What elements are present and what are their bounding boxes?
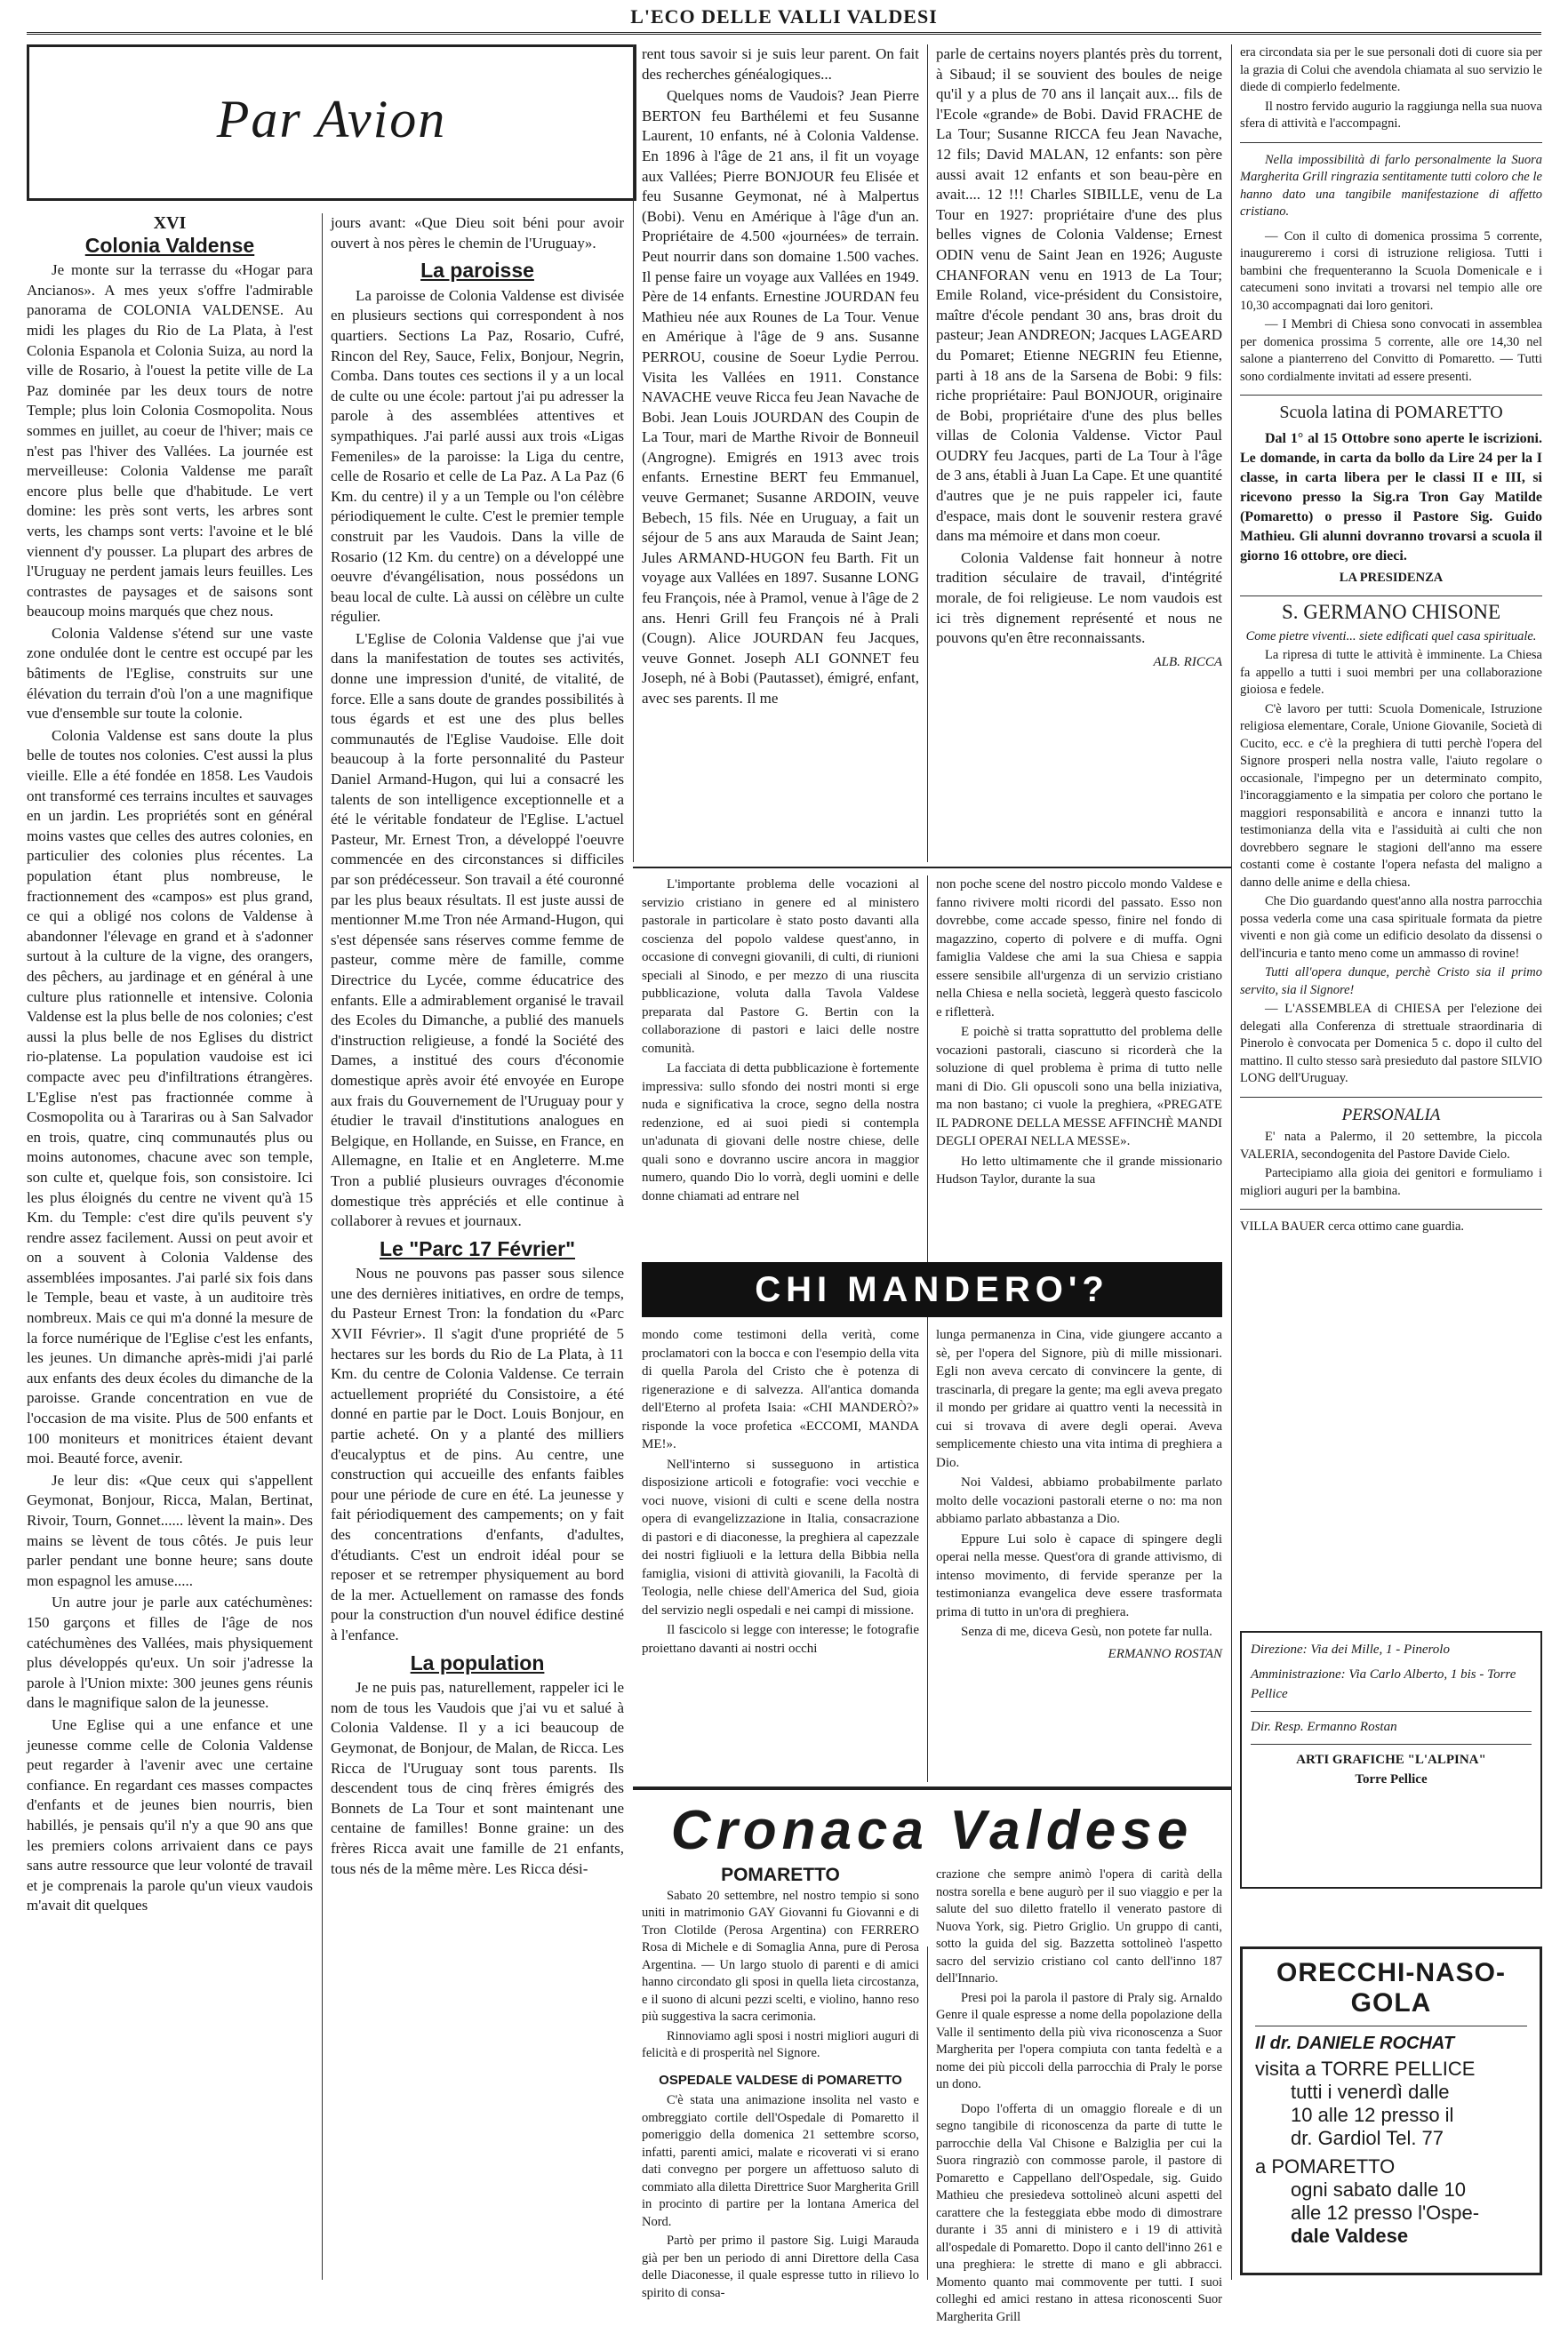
paragraph: La facciata di detta pubblicazione è fortemente impressiva: sullo sfondo dei nostri monti si erge nuda e significativa la croce, segno della nostra redenzione, ed ai suoi piedi si contempla un'adunata di giovani delle nostre chiese, delle quali sono e dovranno uscire ancora in maggior numero, quando Dio lo vorrà, degli uomini e delle donne chiamati ad entrare nel bbox=[642, 1059, 919, 1205]
section-title-germano: S. GERMANO CHISONE bbox=[1240, 603, 1542, 621]
ad-title: ORECCHI-NASO-GOLA bbox=[1255, 1958, 1527, 2018]
article-title: Colonia Valdense bbox=[27, 236, 313, 256]
paragraph: Noi Valdesi, abbiamo probabilmente parlato molto delle vocazioni pastorali eterne o no: ma non abbiamo parlato abbastanza a Dio. bbox=[936, 1474, 1222, 1529]
paragraph: Eppure Lui solo è capace di spingere degli operai nella messe. Quest'ora di grande attivismo, di intenso movimento, di fervide speranze per la testimonianza evangelica deve essere trasformata prima di tutto in un'ora di preghiera. bbox=[936, 1531, 1222, 1622]
section-rule bbox=[633, 867, 1231, 868]
section-title-ospedale: OSPEDALE VALDESE di POMARETTO bbox=[642, 2072, 919, 2090]
imprint-box bbox=[1240, 1631, 1542, 1889]
paragraph: — L'ASSEMBLEA di CHIESA per l'elezione dei delegati alla Conferenza di strettuale straordinaria di Pinerolo è convocata per Domenica 5 c. dopo il culto del mattino. Il culto stesso sarà presieduto dal pastore SILVIO LONG dell'Uruguay. bbox=[1240, 1001, 1542, 1088]
ad-line: visita a TORRE PELLICE bbox=[1255, 2058, 1527, 2081]
paragraph: Partò per primo il pastore Sig. Luigi Marauda già per ben un periodo di anni Direttore della Casa delle Diaconesse, il quale espresse tutto in rilievo lo spirito di consa- bbox=[642, 2233, 919, 2302]
par-avion-column-3 bbox=[642, 44, 919, 853]
paragraph: era circondata sia per le sue personali doti di cuore sia per la grazia di Colui che avendola chiamata al suo servizio le diede di compierlo fedelmente. bbox=[1240, 44, 1542, 97]
paragraph: Il fascicolo si legge con interesse; le fotografie proiettano davanti ai nostri occhi bbox=[642, 1621, 919, 1658]
par-avion-column-2 bbox=[331, 213, 624, 2284]
paragraph: Ho letto ultimamente che il grande missionario Hudson Taylor, durante la sua bbox=[936, 1153, 1222, 1189]
divider bbox=[1251, 1744, 1532, 1745]
article-signature: ERMANNO ROSTAN bbox=[936, 1645, 1222, 1664]
section-title-scuola: Scuola latina di POMARETTO bbox=[1240, 404, 1542, 422]
paragraph: Senza di me, diceva Gesù, non potete far nulla. bbox=[936, 1623, 1222, 1642]
ad-line: 10 alle 12 presso il bbox=[1255, 2104, 1527, 2127]
paragraph: — Con il culto di domenica prossima 5 corrente, inaugureremo i corsi di istruzione religiosa. Tutti i bambini che frequenteranno la Scuola Domenicale e i catecumeni sono invitati a trovarsi nel tempio alle ore 10,30 accompagnati dai loro genitori. bbox=[1240, 228, 1542, 316]
par-avion-column-4 bbox=[936, 44, 1222, 862]
paragraph: Dopo l'offerta di un omaggio floreale e di un segno tangibile di riconoscenza da parte di tutte le parrocchie della Val Chisone e Balziglia per cui la Suora ringraziò con commosse parole, il pastore di Pomaretto e Cappellano dell'Ospedale, sig. Guido Mathieu che presiedeva sottolineò alcuni aspetti del carattere che la festeggiata ebbe modo di dimostrare durante i 35 anni di ministero e i 19 di attività all'ospedale di Pomaretto. Dopo il canto dell'inno 261 e una preghiera: le strette di mano e gli abbracci. Momento quanto mai commovente per tutti. I suoi colleghi ed amici restano in attesa riconoscenti Suor Margherita Grill bbox=[936, 2101, 1222, 2326]
paragraph: La ripresa di tutte le attività è imminente. La Chiesa fa appello a tutti i suoi membri per una collaborazione gioiosa e fedele. bbox=[1240, 647, 1542, 699]
column-rule bbox=[1231, 44, 1232, 2280]
chi-mandero-banner: CHI MANDERO'? bbox=[642, 1262, 1222, 1317]
column-rule bbox=[927, 44, 928, 862]
germano-epigraph: Come pietre viventi... siete edificati quel casa spirituale. bbox=[1240, 628, 1542, 646]
paragraph: Tutti all'opera dunque, perchè Cristo sia il primo servito, sia il Signore! bbox=[1240, 964, 1542, 999]
right-column bbox=[1240, 44, 1542, 1618]
paragraph: Quelques noms de Vaudois? Jean Pierre BERTON feu Barthélemi et feu Susanne Laurent, 10 enfants, né à Colonia Valdense. En 1896 à l'âge de 21 ans, il fit un voyage aux Vallées; Pierre BONJOUR feu Elisée et feu Susanne Geymonat, né à Malpertus (Bobi). Venu en Amérique à l'âge d'un an. Propriétaire de 4.500 «journées» de terrain. Peut nourrir dans son domaine 1.500 vaches. Il pense faire un voyage aux Vallées en 1949. Père de 14 enfants. Ernestine JOURDAN feu Mathieu née aux Rounes de La Tour. Venue en Amérique à l'âge de 9 ans. Susanne PERROU, cousine de Soeur Lydie Perrou. Visita les Vallées en 1911. Constance NAVACHE veuve Ricca feu Jean Navache de Bobi. Jean Louis JOURDAN des Coupin de La Tour, mari de Marthe Rivoir de Bonneuil (Angrogne). Emigrés en 1913 avec trois enfants. Ernestine BERT feu Emmanuel, veuve Germanet; Susanne ARDOIN, veuve Bebech, 15 fils. Née en Uruguay, a fait un séjour de 5 ans aux Marauda de Saint Jean; Jules ARMAND-HUGON feu Barth. Fit un voyage aux Vallées en 1897. Susanne LONG feu François, née à Pramol, venue à l'âge de 2 ans. Henri Grill feu François né à Prali (Cougn). Alice JOURDAN feu Jacques, veuve Gonnet. Joseph ALI GONNET feu Joseph, né à Bobi (Pautasset), émigré, enfant, avec ses parents. Il me bbox=[642, 86, 919, 708]
paragraph: Nous ne pouvons pas passer sous silence une des dernières initiatives, en ordre de temps, du Pasteur Ernest Tron: la fondation du «Parc XVII Février». Il s'agit d'une propriété de 5 hectares sur les bords du Rio de La Plata, à 11 Km. du centre de Colonia Valdense. Ce terrain actuellement propriété du Consistoire, a été donné en partie par le Doct. Louis Bonjour, en partie acheté. On y a planté des milliers d'eucalyptus et de pins. Au centre, une construction qui accueille des enfants faibles pour une période de cure en été. La jeunesse y fait périodiquement des campements; on y fait des concentrations d'enfants, d'adultes, d'étudiants. C'est un endroit idéal pour se reposer et se retremper physiquement au bord de la mer. Actuellement on ramasse des fonds pour la construction d'un nouvel édifice destiné à l'enfance. bbox=[331, 1264, 624, 1645]
paragraph: parle de certains noyers plantés près du torrent, à Sibaud; il se souvient des boules de neige qu'il y a plus de 70 ans il lançait aux... fils de l'Ecole «grande» de Bobi. David FRACHE de La Tour; Susanne RICCA feu Jean Navache, 12 fils; David MALAN, 12 enfants: son père aussi avait 12 enfants et son beau-père en avait.... 12 !!! Charles SIBILLE, venu de La Tour en 1927: propriétaire d'une des plus belles vignes de Colonia Valdense; Ernest ODIN venu de Saint Jean en 1926; Auguste CHANFORAN venu en 1913 de La Tour; Emile Roland, vice-président du Consistoire, maître d'école pendant 30 ans, bras droit du pasteur; Jean ANDREON; Jacques LAGEARD du Pomaret; Etienne NEGRIN feu Etienne, parti à 18 ans de la Sarsena de Bobi: 9 fils: riche propriétaire: Paul BONJOUR, originaire de Bobi, propriétaire d'une des plus belles villas de Colonia Valdense. Victor Paul OUDRY feu Jacques, parti de La Tour à l'âge de 3 ans, établi à Juan La Cape. Et une quantité d'autres que je ne puis rappeler ici, faute d'espace, mais dont le souvenir restera gravé dans ma mémoire et dans mon coeur. bbox=[936, 44, 1222, 547]
chi-mandero-body-right bbox=[936, 1326, 1222, 1775]
divider bbox=[1240, 142, 1542, 143]
paragraph: Colonia Valdense est sans doute la plus belle de toutes nos colonies. C'est aussi la plus vieille. Elle a été fondée en 1858. Les Vaudois ont transformé ces terrains incultes et sauvages en un jardin. Les propriétés sont en général moins vastes que celles des autres colonies, en particulier des colonies plus récentes. La population étant plus nombreuse, le fractionnement des «campos» est plus grand, ce qui a obligé nos colons de Valdense à abandonner l'élevage en grand et à s'adonner surtout à la culture de la vigne, des orangers, des pêchers, au jardinage et en général à une culture plus rationnelle et intensive. Colonia Valdense est la plus belle de nos colonies; c'est aussi la plus belle de nos Eglises du district rio-platense. La population vaudoise est ici compacte avec peu d'infiltrations étrangères. L'Eglise n'est pas fractionnée comme à Cosmopolita ou à Tarariras ou à San Salvador en trois, quatre, cinq communautés plus ou moins autonomes, chacune avec son temple, son culte et, quelque fois, son consistoire. Ici les plus éloignés du centre ne vivent qu'à 15 Km. du Temple: c'est dire qu'ils peuvent s'y rendre assez facilement. Aussi on peut avoir et on a souvent à Colonia Valdense des assemblées imposantes. J'ai parlé six fois dans le Temple, beau et vaste, à un auditoire très nombreux. Mais ce qui m'a donné la mesure de la force numérique de l'Eglise c'est les enfants, les jeunes. Un dimanche après-midi j'ai parlé aux enfants des deux écoles du dimanche de la paroisse. Grande concentration en vue de l'occasion de ma visite. Plus de 500 enfants et 100 moniteurs et monitrices étaient devant moi. Beauté force, avenir. bbox=[27, 726, 313, 1469]
section-title-personalia: PERSONALIA bbox=[1240, 1107, 1542, 1124]
par-avion-column-1 bbox=[27, 213, 313, 2284]
divider bbox=[1240, 1209, 1542, 1210]
section-title-pomaretto: POMARETTO bbox=[642, 1866, 919, 1884]
paragraph: Une Eglise qui a une enfance et une jeunesse comme celle de Colonia Valdense peut regarder à l'avenir avec une certaine confiance. En regardant ces masses compactes d'enfants et de jeunes bien nourris, bien habillés, je pensais qu'il n'y a que 90 ans que les premiers colons arrivaient dans ce pays sans autre ressource que leur volonté de travail et je comprenais la parole qu'un vieux vaudois m'avait dit quelques bbox=[27, 1715, 313, 1916]
grill-thanks: Nella impossibilità di farlo personalmente la Suora Margherita Grill ringrazia sentitamente tutti coloro che le hanno dato una tangibile manifestazione di affetto cristiano. bbox=[1240, 152, 1542, 221]
imprint-direzione: Direzione: Via dei Mille, 1 - Pinerolo bbox=[1251, 1640, 1532, 1659]
paragraph: L'Eglise de Colonia Valdense que j'ai vue dans la manifestation de toutes ses activités, donne une impression d'unité, de vitalité, de force. Elle a sans doute de grandes possibilités à tous égards et est une des plus belles communautés de l'Eglise Vaudoise. Elle doit beaucoup à la forte personnalité du Pasteur Daniel Armand-Hugon, qui lui a consacré les talents de son intelligence exceptionnelle et a été le véritable fondateur de l'Eglise. L'actuel Pasteur, Mr. Ernest Tron, a développé l'oeuvre commencée en des circonstances si difficiles par son prédécesseur. Son travail a été couronné par les plus beaux résultats. Il est juste aussi de mentionner M.me Tron née Armand-Hugon, qui s'est dépensée sans réserves comme femme de pasteur, comme mère de famille, comme Directrice du Lycée, comme éducatrice des enfants. Elle a admirablement organisé le travail des Ecoles du Dimanche, a publié des manuels d'instruction religieuse, a fondé la Société des Dames, a institué des cours d'économie domestique après avoir été envoyée en Europe aux frais du Gouvernement de l'Uruguay pour y étudier le travail d'institutions analogues en Belgique, en Hollande, en Suisse, en France, en Allemagne, en Italie et en Angleterre. M.me Tron a publié plusieurs ouvrages d'économie domestique très appréciés et elle continue à collaborer à revues et journaux. bbox=[331, 629, 624, 1232]
scuola-notice: Dal 1° al 15 Ottobre sono aperte le iscrizioni. Le domande, in carta da bollo da Lire 24 per la I classe, in carta libera per le classi II e III, si ricevono presso la Sig.ra Tron Gay Matilde (Pomaretto) o presso il Pastore Sig. Guido Mathieu. Gli alunni dovranno trovarsi a scuola il giorno 16 ottobre, ore dieci. bbox=[1240, 429, 1542, 566]
divider bbox=[1251, 1711, 1532, 1712]
paragraph: Sabato 20 settembre, nel nostro tempio si sono uniti in matrimonio GAY Giovanni fu Giovanni e di Tron Clotilde (Perosa Argentina) con FERRERO Rosa di Michele e di Somaglia Anna, pure di Perosa Argentina. — Un largo stuolo di parenti e di amici hanno circondato gli sposi in quella lieta circostanza, e il suono di alcuni pezzi scelti, e violino, hanno reso più suggestiva la sacra cerimonia. bbox=[642, 1888, 919, 2026]
paragraph: Je monte sur la terrasse du «Hogar para Ancianos». A mes yeux s'offre l'admirable panorama de COLONIA VALDENSE. Au midi les plages du Rio de La Plata, à l'est Colonia Espanola et Colonia Suiza, au nord la ville de Rosario, à l'ouest la petite ville de La Paz dominée par les deux tours de notre Temple; plus loin Colonia Cosmopolita. Nous sommes en juillet, au coeur de l'hiver; mais ce n'est pas l'hiver des Vallées. La journée est merveilleuse: Colonia Valdense me paraît encore plus belle que d'habitude. Le vert domine: les près sont verts, les arbres sont verts, les champs sont verts: l'avoine et le blé viennent d'y pousser. La plupart des arbres de l'Uruguay ne perdent jamais leurs feuilles. Les contrastes de paysages et de saisons sont beaucoup moins marqués que chez nous. bbox=[27, 260, 313, 622]
ad-line: dr. Gardiol Tel. 77 bbox=[1255, 2127, 1527, 2150]
chi-mandero-body-left bbox=[642, 1326, 919, 1775]
paragraph: jours avant: «Que Dieu soit béni pour avoir ouvert à nos pères le chemin de l'Uruguay». bbox=[331, 213, 624, 253]
paragraph: crazione che sempre animò l'opera di carità della nostra sorella e bene augurò per il suo viaggio e per la salute del suo diletto fratello il venerato pastore di Nuova York, sig. Pietro Griglio. Un gruppo di canti, sotto la guida del sig. Bazzetta sottolineò l'aspetto sacro del servizio cristiano col canto dell'inno 187 dell'Innario. bbox=[936, 1866, 1222, 1988]
paragraph: lunga permanenza in Cina, vide giungere accanto a sè, per l'opera del Signore, più di mille missionari. Egli non aveva cercato di convincere la gente, di trascinarla, di pregare la gente; ma egli aveva pregato il mondo per gridare ai quattro venti la necessità in cui si trovava di avere degli operai. Aveva semplicemente chiesto una vita intima di preghiera a Dio. bbox=[936, 1326, 1222, 1472]
masthead-rule bbox=[27, 32, 1541, 35]
masthead: L'ECO DELLE VALLI VALDESI bbox=[0, 5, 1568, 28]
paragraph: Je leur dis: «Que ceux qui s'appellent Geymonat, Bonjour, Ricca, Malan, Bertinat, Rivoir, Tourn, Gonnet...... lèvent la main». Des mains se lèvent de tous côtés. Je puis leur parler pendant une bonne heure; sans doute mon espagnol les amuse..... bbox=[27, 1471, 313, 1592]
ad-line: dale Valdese bbox=[1255, 2225, 1527, 2248]
imprint-printer-location: Torre Pellice bbox=[1251, 1770, 1532, 1789]
paragraph: Che Dio guardando quest'anno alla nostra parrocchia possa vederla come una casa spirituale formata da pietre viventi e non già come un edificio desolato da dissensi o dell'incuria e tanto meno come un ammasso di rovine! bbox=[1240, 893, 1542, 963]
chi-mandero-intro-right bbox=[936, 875, 1222, 1258]
column-rule bbox=[633, 44, 634, 862]
paragraph: C'è stata una animazione insolita nel vasto e ombreggiato cortile dell'Ospedale di Pomaretto il pomeriggio della domenica 21 settembre scorso, infatti, parenti amici, malate e ricoverati vi si erano dati convegno per porgere un affettuoso saluto di commiato alla diletta Direttrice Suor Margherita Grill in procinto di partire per la lontana America del Nord. bbox=[642, 2092, 919, 2231]
paragraph: rent tous savoir si je suis leur parent. On fait des recherches généalogiques... bbox=[642, 44, 919, 84]
paragraph: E poichè si tratta soprattutto del problema delle vocazioni pastorali, ciascuno si ricorderà che la soluzione di quel problema è prima di tutto nelle mani di Dio. Gli opuscoli sono una bella iniziativa, ma non bastano; ci vuole la preghiera, «PREGATE IL PADRONE DELLA MESSE AFFINCHÈ MANDI DEGLI OPERAI NELLA MESSE». bbox=[936, 1023, 1222, 1151]
scuola-signature: LA PRESIDENZA bbox=[1240, 570, 1542, 587]
section-title-paroisse: La paroisse bbox=[331, 260, 624, 281]
paragraph: Colonia Valdense fait honneur à notre tradition séculaire de travail, d'intégrité morale, de foi religieuse. Le nom vaudois est ici très dignement représenté et nous ne pouvons qu'en être reconnaissants. bbox=[936, 548, 1222, 649]
cronaca-left bbox=[642, 1866, 919, 2284]
article-serial: XVI bbox=[27, 213, 313, 234]
paragraph: La paroisse de Colonia Valdense est divisée en plusieurs sections qui correspondent à nos quartiers. Sections La Paz, Rosario, Cufré, Rincon del Rey, Sauce, Felix, Bonjour, Negrin, Comba. Dans toutes ces sections il y a un local de culte ou une école: partout j'ai pu adresser la parole à des assemblées attentives et sympathiques. J'ai parlé aussi aux trois «Ligas Femeniles» de la paroisse: la Liga du centre, celle de Rosario et celle de La Paz. A La Paz (6 Km. du centre) il y a un Temple ou l'on célèbre périodiquement le culte. C'est le premier temple construit par les Vaudois. Dans la ville de Rosario (12 Km. du centre) on a développé une oeuvre d'évangélisation, nous possédons un beau local de culte. Là aussi on célèbre un culte régulier. bbox=[331, 286, 624, 627]
cronaca-right bbox=[936, 1866, 1222, 2284]
divider bbox=[1240, 395, 1542, 396]
ad-doctor: Il dr. DANIELE ROCHAT bbox=[1255, 2034, 1527, 2054]
ad-line: ogni sabato dalle 10 bbox=[1255, 2178, 1527, 2202]
paragraph: Nell'interno si susseguono in artistica disposizione articoli e fotografie: voci vecchie e voci nuove, visioni di culti e scene della nostra opera di evangelizzazione in Italia, consacrazione di pastori e di diaconesse, la preghiera al capezzale dei nostri figliuoli e la lettura della Bibbia nella famiglia, visioni di attività giovanili, la Facoltà di Teologia, nelle chiese dell'America del Sud, gioia del servizio negli ospedali e nei campi di missione. bbox=[642, 1456, 919, 1620]
imprint-printer: ARTI GRAFICHE "L'ALPINA" bbox=[1251, 1750, 1532, 1770]
paragraph: Il nostro fervido augurio la raggiunga nella sua nuova sfera di attività e l'accompagni. bbox=[1240, 99, 1542, 133]
cronaca-valdese-banner: Cronaca Valdese bbox=[642, 1795, 1222, 1866]
column-rule bbox=[927, 875, 928, 1782]
section-title-population: La population bbox=[331, 1653, 624, 1674]
article-signature: ALB. RICCA bbox=[936, 652, 1222, 673]
paragraph: Partecipiamo alla gioia dei genitori e formuliamo i migliori auguri per la bambina. bbox=[1240, 1165, 1542, 1200]
par-avion-title: Par Avion bbox=[29, 79, 634, 159]
divider bbox=[1240, 595, 1542, 596]
paragraph: — I Membri di Chiesa sono convocati in assemblea per domenica prossima 5 corrente, alle ore 14,30 nel salone a pianterreno del Convitto di Pomaretto. — Tutti sono cordialmente invitati ad essere presenti. bbox=[1240, 316, 1542, 386]
paragraph: E' nata a Palermo, il 20 settembre, la piccola VALERIA, secondogenita del Pastore Davide Cielo. bbox=[1240, 1129, 1542, 1163]
section-title-parc: Le "Parc 17 Février" bbox=[331, 1239, 624, 1259]
divider bbox=[1240, 1097, 1542, 1098]
section-rule bbox=[633, 1786, 1231, 1790]
chi-mandero-intro-left bbox=[642, 875, 919, 1258]
imprint-responsabile: Dir. Resp. Ermanno Rostan bbox=[1251, 1717, 1532, 1737]
paragraph: C'è lavoro per tutti: Scuola Domenicale, Istruzione religiosa elementare, Corale, Unione Giovanile, Società di Cucito, ecc. e c'è la preghiera di tutti perchè l'opera del Signore prosperi nella nostra valle, l'aiuto regolare o occasionale, l'impegno per un determinato compito, l'incoraggiamento e la simpatia per coloro che portano le maggiori responsabilità e ancora e innanzi tutto la testimonianza della vita e l'assiduità ai culti che non dovrebbero segnare le stagioni dell'anno ma essere costanti come è costante l'opera nefasta del maligno a danno delle anime e della chiesa. bbox=[1240, 701, 1542, 892]
paragraph: Un autre jour je parle aux catéchumènes: 150 garçons et filles de l'âge de nos catéchumènes des Vallées, mais physiquement plus développés qu'eux. Un soir j'adresse la parole à l'Union mixte: 300 jeunes gens réunis dans le magnifique salon de la jeunesse. bbox=[27, 1593, 313, 1714]
par-avion-banner bbox=[27, 44, 636, 201]
paragraph: Je ne puis pas, naturellement, rappeler ici le nom de tous les Vaudois que j'ai vu et salué à Colonia Valdense. Il y a ici beaucoup de Geymonat, de Bonjour, de Malan, de Ricca. Les Ricca de l'Uruguay sont tous parents. Ils descendent tous de cinq frères émigrés des Bonnets de La Tour et sont maintenant une centaine de familles! Bonne graine: un des frères Ricca avait une famille de 21 enfants, tous nés de la même mère. Les Ricca dési- bbox=[331, 1678, 624, 1879]
ent-doctor-ad bbox=[1240, 1946, 1542, 2275]
paragraph: non poche scene del nostro piccolo mondo Valdese e fanno rivivere molti ricordi del passato. Esso non dovrebbe, come accade spesso, finire nel fondo di magazzino, coperto di polvere e di muffa. Ogni famiglia Valdese che ami la sua Chiesa e sappia essere sensibile all'urgenza di un servizio cristiano nella Chiesa e nella società, leggerà questo fascicolo e rifletterà. bbox=[936, 875, 1222, 1021]
ad-line: a POMARETTO bbox=[1255, 2155, 1527, 2178]
villa-bauer-ad: VILLA BAUER cerca ottimo cane guardia. bbox=[1240, 1219, 1542, 1236]
ad-line: alle 12 presso l'Ospe- bbox=[1255, 2202, 1527, 2225]
column-rule bbox=[322, 213, 323, 2280]
imprint-amministrazione: Amministrazione: Via Carlo Alberto, 1 bis - Torre Pellice bbox=[1251, 1665, 1532, 1704]
paragraph: mondo come testimoni della verità, come proclamatori con la bocca e con l'esempio della vita di quella Parola del Cristo che è potenza di rigenerazione e di salvezza. All'antica domanda dell'Eterno al profeta Isaia: «CHI MANDERÒ?» risponde la voce profetica «ECCOMI, MANDA ME!». bbox=[642, 1326, 919, 1454]
paragraph: Rinnoviamo agli sposi i nostri migliori auguri di felicità e di prosperità nel Signore. bbox=[642, 2028, 919, 2063]
ad-line: tutti i venerdì dalle bbox=[1255, 2081, 1527, 2104]
paragraph: L'importante problema delle vocazioni al servizio cristiano in genere ed al ministero pastorale in particolare è stato posto davanti alla coscienza del popolo valdese quest'anno, in occasione di convegni giovanili, di culti, di riunioni speciali al Sinodo, e per mezzo di una riuscita pubblicazione, voluta dalla Tavola Valdese preparata dal Pastore G. Bertin con la collaborazione di pastori e laici delle nostre comunità. bbox=[642, 875, 919, 1058]
paragraph: Colonia Valdense s'étend sur une vaste zone ondulée dont le centre est occupé par les bâtiments de l'Eglise, construits sur une élévation du terrain d'où l'on a une magnifique vue d'ensemble sur toute la colonie. bbox=[27, 624, 313, 724]
paragraph: Presi poi la parola il pastore di Praly sig. Arnaldo Genre il quale espresse a nome della popolazione della Valle il sentimento della più viva riconoscenza a Suor Margherita per l'opera compiuta con tanta fedeltà e a nome dei più piccoli della parrocchia di Praly le porse un dono. bbox=[936, 1990, 1222, 2094]
column-rule bbox=[927, 1946, 928, 2280]
